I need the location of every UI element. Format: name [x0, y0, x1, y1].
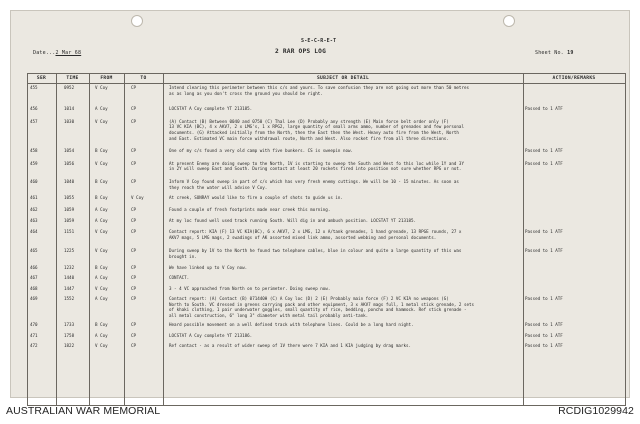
action-cell: Passed to 1 ATF	[525, 160, 563, 166]
action-cell: Passed to 1 ATF	[525, 322, 563, 328]
sheet-label: Sheet No.	[535, 50, 564, 56]
detail-line: Ref contact - as a result of wider sweep of 1V there were 7 KIA and 1 KIA judging by drag marks.	[169, 342, 412, 348]
archive-reference: RCDIG1029942	[558, 405, 634, 417]
to-cell: CP	[131, 85, 137, 90]
log-row	[11, 229, 631, 248]
log-row	[11, 179, 631, 195]
time-cell: 1054	[64, 148, 75, 154]
detail-line: as as long as you don't cross the ground you should be right.	[169, 90, 323, 96]
log-entries	[11, 85, 631, 351]
from-cell: B Coy	[95, 322, 108, 328]
detail-cell	[169, 161, 527, 172]
detail-line: North to South. VC dressed in greens carrying pack and other equipment, 3 x AKV7 mags full, 1 metal stick grenade, 2 sets	[169, 301, 475, 307]
serial-cell: 461	[30, 195, 38, 201]
detail-cell	[169, 218, 527, 224]
from-cell: A Coy	[95, 296, 108, 302]
action-cell: Passed to 1 ATF	[525, 333, 563, 339]
serial-cell: 463	[30, 218, 38, 224]
action-cell: Passed to 1 ATF	[525, 148, 563, 154]
time-cell: 1040	[64, 178, 75, 184]
time-cell: 0952	[64, 85, 75, 90]
time-cell: 1151	[64, 228, 75, 234]
action-cell: Passed to 1 ATF	[525, 342, 563, 348]
from-cell: A Coy	[95, 218, 108, 224]
to-cell: V Coy	[131, 195, 144, 201]
detail-cell	[169, 322, 527, 328]
to-cell: CP	[131, 160, 137, 166]
to-cell: CP	[131, 248, 137, 254]
from-cell: V Coy	[95, 228, 108, 234]
from-cell: A Coy	[95, 333, 108, 339]
from-cell: B Coy	[95, 178, 108, 184]
to-cell: CP	[131, 342, 137, 348]
serial-cell: 468	[30, 286, 38, 292]
serial-cell: 465	[30, 248, 38, 254]
punch-hole	[131, 15, 143, 27]
detail-cell	[169, 229, 527, 240]
detail-cell	[169, 275, 527, 281]
from-cell: V Coy	[95, 286, 108, 292]
from-cell: V Coy	[95, 85, 108, 90]
serial-cell: 464	[30, 228, 38, 234]
serial-cell: 459	[30, 160, 38, 166]
serial-cell: 462	[30, 206, 38, 212]
to-cell: CP	[131, 228, 137, 234]
from-cell: B Coy	[95, 148, 108, 154]
time-cell: 1552	[64, 296, 75, 302]
detail-line: During sweep by 1V to the North he found two telephone cables, blue in colour and quite a large quantity of this was	[169, 248, 462, 254]
detail-line: of khaki clothing, 1 pair underwater goggles, small quantity of rice, bedding, poncho and hammock. Ref stick grenade -	[169, 307, 467, 313]
to-cell: CP	[131, 178, 137, 184]
to-cell: CP	[131, 286, 137, 292]
column-header-from: FROM	[100, 76, 113, 81]
detail-line: and East. Estimated VC main force withdrawal route, North and West. Also rocket fire from all three directions.	[169, 135, 449, 141]
action-cell: Passed to 1 ATF	[525, 296, 563, 302]
punch-hole	[503, 15, 515, 27]
detail-line: brought in.	[169, 253, 197, 259]
detail-cell	[169, 148, 527, 154]
detail-line: in 2Y will sweep East and South. During contact at least 20 rockets fired into position not sure whether RPG or not.	[169, 166, 462, 172]
classification-mark: S-E-C-R-E-T	[301, 38, 337, 44]
serial-cell: 455	[30, 85, 38, 90]
log-row	[11, 106, 631, 119]
from-cell: A Coy	[95, 274, 108, 280]
log-row	[11, 195, 631, 207]
log-sheet	[10, 10, 630, 398]
detail-cell	[169, 265, 527, 271]
header-divider	[27, 83, 625, 84]
time-cell: 1447	[64, 286, 75, 292]
archive-credit: AUSTRALIAN WAR MEMORIAL	[6, 405, 161, 417]
log-row	[11, 286, 631, 296]
time-cell: 1822	[64, 342, 75, 348]
detail-line: documents. (G) Attacked initially from the North, then the East then the West. Heavy auto fire from the West, North	[169, 129, 459, 135]
sheet-number-field	[535, 50, 574, 56]
to-cell: CP	[131, 218, 137, 224]
detail-cell	[169, 106, 527, 112]
detail-cell	[169, 85, 527, 96]
serial-cell: 458	[30, 148, 38, 154]
log-row	[11, 218, 631, 229]
log-row	[11, 296, 631, 322]
time-cell: 1059	[64, 206, 75, 212]
detail-line: Contact report: (A) Contact (B) 071440H (C) A Coy loc (D) 2 (E) Probably main force (F) 2 VC KIA no weapons (G)	[169, 296, 449, 302]
log-row	[11, 275, 631, 287]
detail-line: 3 - 4 VC approached from North on to perimeter. Doing sweep now.	[169, 286, 331, 292]
log-row	[11, 322, 631, 333]
time-cell: 1232	[64, 265, 75, 271]
detail-cell	[169, 296, 527, 318]
detail-line: At creek, SUNRAY would like to fire a couple of shots to guide us in.	[169, 195, 343, 201]
detail-cell	[169, 179, 527, 190]
time-cell: 1440	[64, 274, 75, 280]
detail-line: (A) Contact (B) Between 0040 and 0750 (C) Thal Lee (D) Probably any strength (E) Main force belt order only (F)	[169, 118, 449, 124]
date-field	[33, 50, 81, 56]
log-row	[11, 207, 631, 219]
column-header-subject: SUBJECT OR DETAIL	[316, 76, 370, 81]
column-header-serial: SER	[36, 76, 47, 81]
column-header-action: ACTION/REMARKS	[552, 76, 596, 81]
serial-cell: 472	[30, 342, 38, 348]
detail-line: LOCSTAT A Coy complete YT 213185.	[169, 106, 253, 112]
time-cell: 1056	[64, 160, 75, 166]
detail-line: AKV7 mags, 5 LMG mags, 2 swadings of AK assorted mixed link ammo, assorted webbing and personal documents.	[169, 234, 437, 240]
time-cell: 1055	[64, 195, 75, 201]
from-cell: A Coy	[95, 206, 108, 212]
time-cell: 1758	[64, 333, 75, 339]
detail-line: At my loc found well used track running South. Will dig in and ambush position. LOCSTAT YT 213185.	[169, 218, 417, 224]
log-row	[11, 248, 631, 265]
date-value: 2 Mar 68	[55, 50, 82, 56]
serial-cell: 471	[30, 333, 38, 339]
log-row	[11, 148, 631, 161]
to-cell: CP	[131, 118, 137, 124]
log-row	[11, 343, 631, 352]
log-title: 2 RAR OPS LOG	[275, 48, 327, 55]
from-cell: V Coy	[95, 118, 108, 124]
detail-line: Contact report: KIA (F) 13 VC KIA(BC), 6 x AKV7, 2 x LMG, 12 x A/tank grenades, 1 hand grenade, 13 RPGE rounds, 27 x	[169, 228, 462, 234]
detail-line: Inform V Coy found sweep in part of c/s which has very fresh enemy cuttings. We will be 10 - 15 minutes. As soon as	[169, 178, 459, 184]
from-cell: A Coy	[95, 106, 108, 112]
column-header-to: TO	[140, 76, 147, 81]
detail-cell	[169, 333, 527, 339]
log-row	[11, 85, 631, 106]
detail-cell	[169, 286, 527, 292]
detail-cell	[169, 207, 527, 213]
detail-cell	[169, 343, 527, 349]
from-cell: B Coy	[95, 195, 108, 201]
from-cell: V Coy	[95, 342, 108, 348]
detail-line: We have linked up to V Coy now.	[169, 265, 248, 271]
to-cell: CP	[131, 296, 137, 302]
serial-cell: 457	[30, 118, 38, 124]
time-cell: 1014	[64, 106, 75, 112]
serial-cell: 470	[30, 322, 38, 328]
detail-line: 13 VC KIA (BC), 4 x AKV7, 2 x LMG's, 1 x RPG2, large quantity of small arms ammo, number of grenades and few personal	[169, 124, 464, 130]
column-header-time: TIME	[66, 76, 79, 81]
detail-line: all metal construction, 6" long 3" diameter with metal tail probably anti-tank.	[169, 312, 369, 318]
time-cell: 1030	[64, 118, 75, 124]
from-cell: V Coy	[95, 248, 108, 254]
to-cell: CP	[131, 106, 137, 112]
to-cell: CP	[131, 274, 137, 280]
to-cell: CP	[131, 148, 137, 154]
detail-line: Found a couple of fresh footprints made near creek this morning.	[169, 206, 331, 212]
detail-line: Intend clearing this perimeter between this c/s and yours. To save confusion they are not going out more than 50 metres	[169, 85, 470, 90]
to-cell: CP	[131, 333, 137, 339]
action-cell: Passed to 1 ATF	[525, 106, 563, 112]
detail-line: One of my c/s found a very old camp with five bunkers. CS is sweepin now.	[169, 148, 354, 154]
action-cell: Passed to 1 ATF	[525, 248, 563, 254]
to-cell: CP	[131, 322, 137, 328]
from-cell: B Coy	[95, 265, 108, 271]
time-cell: 1733	[64, 322, 75, 328]
log-row	[11, 161, 631, 179]
detail-line: they reach the water will advise V Coy.	[169, 184, 268, 190]
time-cell: 1059	[64, 218, 75, 224]
to-cell: CP	[131, 206, 137, 212]
detail-line: CONTACT.	[169, 274, 190, 280]
log-row	[11, 333, 631, 343]
date-label: Date...	[33, 50, 56, 56]
serial-cell: 466	[30, 265, 38, 271]
detail-cell	[169, 195, 527, 201]
serial-cell: 456	[30, 106, 38, 112]
log-row	[11, 265, 631, 275]
detail-line: LOCSTAT A Coy complete YT 213186.	[169, 333, 253, 339]
serial-cell: 460	[30, 178, 38, 184]
from-cell: V Coy	[95, 160, 108, 166]
detail-cell	[169, 248, 527, 259]
time-cell: 1225	[64, 248, 75, 254]
serial-cell: 467	[30, 274, 38, 280]
log-row	[11, 119, 631, 148]
detail-line: At present Enemy are doing sweep to the North, 1V is starting to sweep the South and West fo this loc while 1Y and 3Y	[169, 160, 464, 166]
sheet-value: 19	[567, 50, 574, 56]
to-cell: CP	[131, 265, 137, 271]
detail-cell	[169, 119, 527, 141]
serial-cell: 469	[30, 296, 38, 302]
detail-line: Heard possible movement on a well defined track with telephone lines. Could be a long hard night.	[169, 322, 414, 328]
action-cell: Passed to 1 ATF	[525, 228, 563, 234]
